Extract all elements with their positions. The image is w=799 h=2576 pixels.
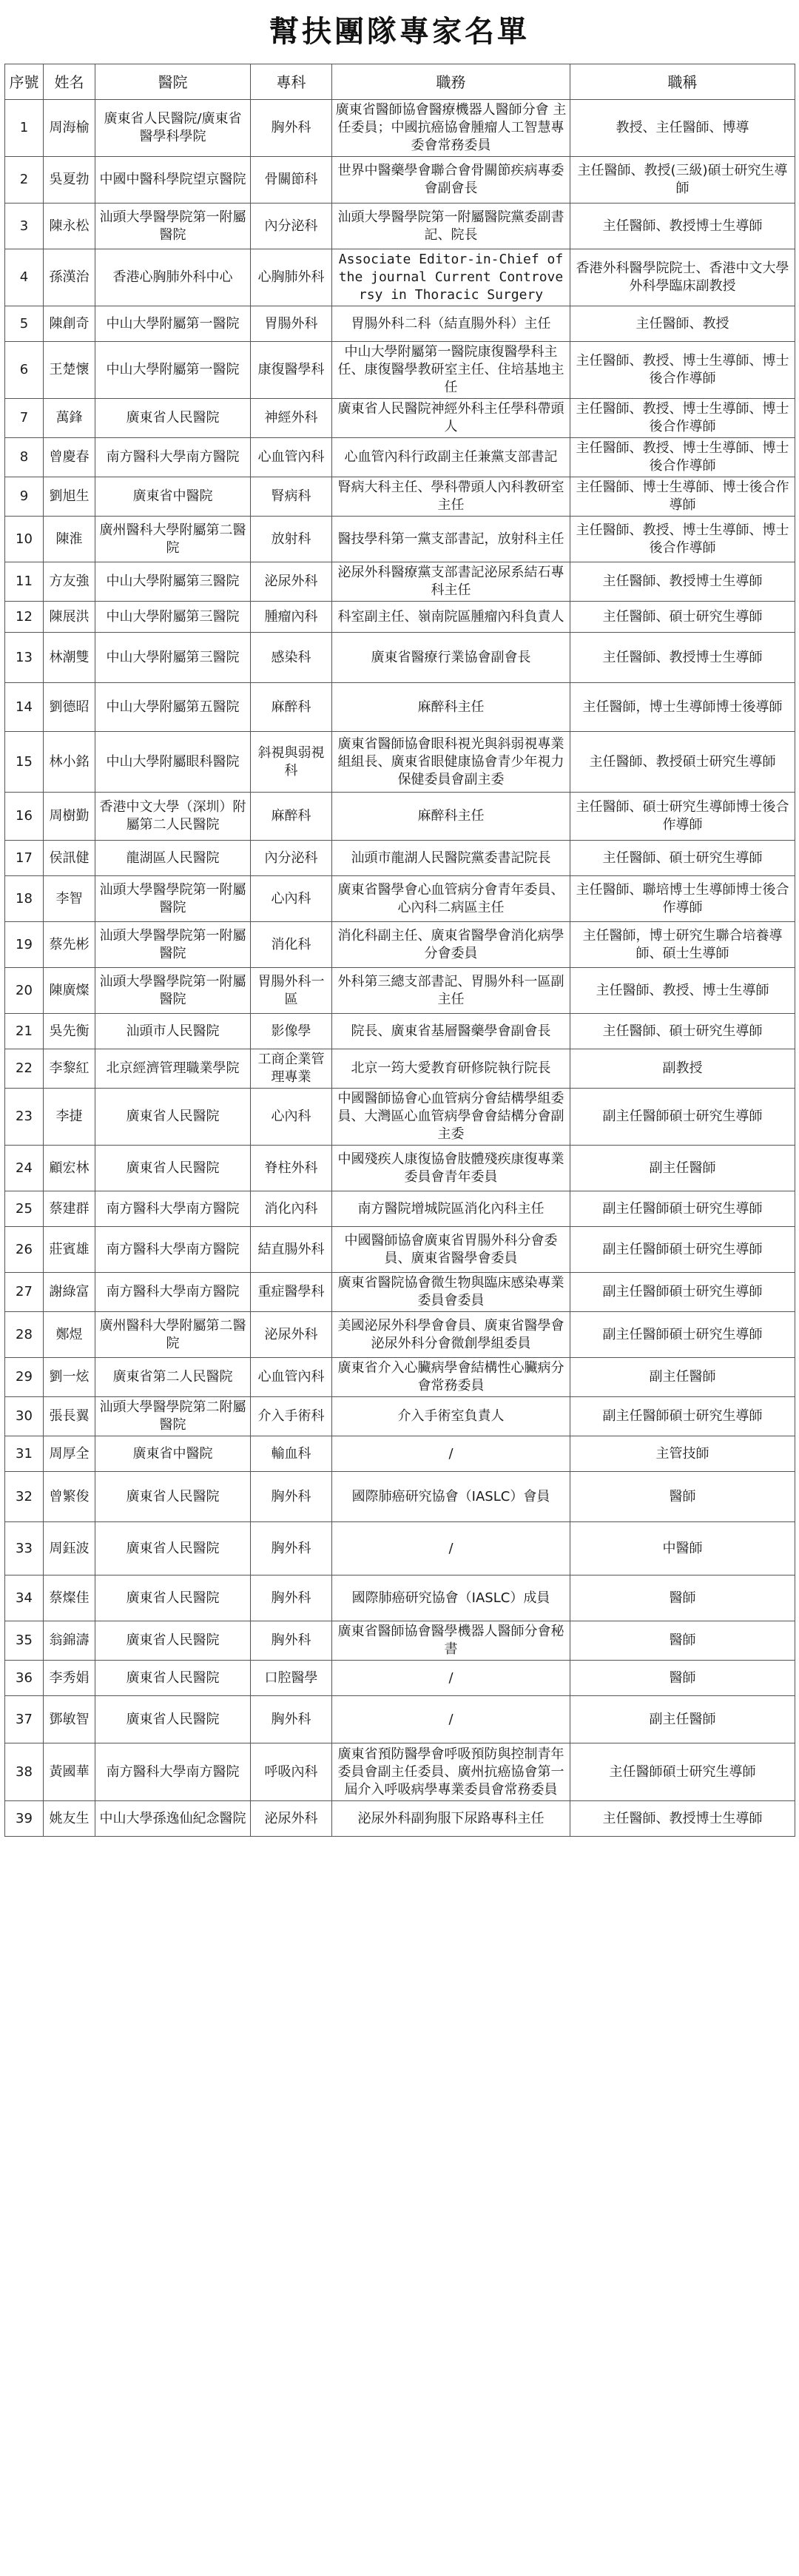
cell-role: 中國醫師協會廣東省胃腸外科分會委員、廣東省醫學會委員 bbox=[332, 1227, 570, 1273]
cell-title: 副主任醫師碩士研究生導師 bbox=[570, 1312, 795, 1358]
table-row bbox=[5, 1801, 795, 1837]
table-row bbox=[5, 1273, 795, 1312]
cell-department: 泌尿外科 bbox=[251, 562, 332, 602]
cell-role: 中國醫師協會心血管病分會結構學組委員、大灣區心血管病學會會結構分會副主委 bbox=[332, 1089, 570, 1146]
cell-no: 26 bbox=[5, 1227, 44, 1273]
cell-name: 陳創奇 bbox=[44, 306, 95, 342]
cell-role: 麻醉科主任 bbox=[332, 793, 570, 841]
cell-no: 29 bbox=[5, 1358, 44, 1397]
cell-name: 陳展洪 bbox=[44, 602, 95, 633]
cell-title: 副主任醫師碩士研究生導師 bbox=[570, 1397, 795, 1436]
cell-no: 23 bbox=[5, 1089, 44, 1146]
cell-no: 9 bbox=[5, 477, 44, 517]
cell-name: 李秀娟 bbox=[44, 1661, 95, 1696]
cell-hospital: 廣東省人民醫院 bbox=[95, 1575, 251, 1621]
table-row bbox=[5, 249, 795, 306]
cell-no: 20 bbox=[5, 968, 44, 1014]
cell-name: 張長翼 bbox=[44, 1397, 95, 1436]
table-row bbox=[5, 1743, 795, 1801]
table-row bbox=[5, 1049, 795, 1089]
cell-no: 22 bbox=[5, 1049, 44, 1089]
cell-hospital: 中山大學附屬第三醫院 bbox=[95, 602, 251, 633]
cell-title: 主任醫師、教授、博士生導師 bbox=[570, 968, 795, 1014]
cell-no: 5 bbox=[5, 306, 44, 342]
table-row bbox=[5, 732, 795, 793]
cell-role: 腎病大科主任、學科帶頭人內科教研室主任 bbox=[332, 477, 570, 517]
cell-name: 周海榆 bbox=[44, 100, 95, 157]
cell-department: 胃腸外科一區 bbox=[251, 968, 332, 1014]
cell-hospital: 廣東省人民醫院 bbox=[95, 1146, 251, 1191]
cell-hospital: 廣東省人民醫院 bbox=[95, 1089, 251, 1146]
cell-name: 林潮雙 bbox=[44, 633, 95, 683]
cell-role: 汕頭市龍湖人民醫院黨委書記院長 bbox=[332, 841, 570, 876]
cell-name: 孫漢治 bbox=[44, 249, 95, 306]
cell-department: 麻醉科 bbox=[251, 793, 332, 841]
cell-no: 16 bbox=[5, 793, 44, 841]
cell-hospital: 廣東省人民醫院 bbox=[95, 399, 251, 438]
header-department: 專科 bbox=[251, 64, 332, 100]
table-row bbox=[5, 1191, 795, 1227]
cell-no: 37 bbox=[5, 1696, 44, 1743]
table-row bbox=[5, 306, 795, 342]
cell-hospital: 中山大學附屬第一醫院 bbox=[95, 306, 251, 342]
cell-hospital: 中山大學附屬第五醫院 bbox=[95, 683, 251, 732]
table-row bbox=[5, 1436, 795, 1472]
table-row bbox=[5, 1358, 795, 1397]
cell-name: 劉一炫 bbox=[44, 1358, 95, 1397]
cell-role: 美國泌尿外科學會會員、廣東省醫學會泌尿外科分會微創學組委員 bbox=[332, 1312, 570, 1358]
table-row bbox=[5, 517, 795, 562]
cell-hospital: 廣東省人民醫院 bbox=[95, 1621, 251, 1661]
cell-role: 中山大學附屬第一醫院康復醫學科主任、康復醫學教研室主任、住培基地主任 bbox=[332, 342, 570, 399]
table-row bbox=[5, 1312, 795, 1358]
cell-role: 麻醉科主任 bbox=[332, 683, 570, 732]
cell-department: 胸外科 bbox=[251, 100, 332, 157]
cell-hospital: 廣東省中醫院 bbox=[95, 477, 251, 517]
cell-title: 主任醫師、碩士研究生導師 bbox=[570, 602, 795, 633]
cell-department: 心血管內科 bbox=[251, 438, 332, 477]
cell-department: 口腔醫學 bbox=[251, 1661, 332, 1696]
cell-role: 廣東省醫師協會醫療機器人醫師分會 主任委員；中國抗癌協會腫瘤人工智慧專委會常務委員 bbox=[332, 100, 570, 157]
cell-name: 顧宏林 bbox=[44, 1146, 95, 1191]
cell-department: 麻醉科 bbox=[251, 683, 332, 732]
cell-name: 蔡先彬 bbox=[44, 922, 95, 968]
cell-hospital: 廣州醫科大學附屬第二醫院 bbox=[95, 517, 251, 562]
table-row bbox=[5, 157, 795, 204]
cell-role: 泌尿外科副狗服下尿路專科主任 bbox=[332, 1801, 570, 1837]
cell-name: 周樹勤 bbox=[44, 793, 95, 841]
cell-name: 莊賓雄 bbox=[44, 1227, 95, 1273]
cell-department: 胸外科 bbox=[251, 1575, 332, 1621]
cell-hospital: 汕頭市人民醫院 bbox=[95, 1014, 251, 1049]
cell-role: 中國殘疾人康復協會肢體殘疾康復專業委員會青年委員 bbox=[332, 1146, 570, 1191]
cell-no: 8 bbox=[5, 438, 44, 477]
cell-hospital: 中國中醫科學院望京醫院 bbox=[95, 157, 251, 204]
cell-no: 28 bbox=[5, 1312, 44, 1358]
cell-hospital: 廣東省人民醫院 bbox=[95, 1661, 251, 1696]
cell-department: 斜視與弱視科 bbox=[251, 732, 332, 793]
cell-department: 胸外科 bbox=[251, 1621, 332, 1661]
cell-name: 李黎紅 bbox=[44, 1049, 95, 1089]
table-row bbox=[5, 1397, 795, 1436]
cell-no: 35 bbox=[5, 1621, 44, 1661]
cell-department: 呼吸內科 bbox=[251, 1743, 332, 1801]
cell-no: 3 bbox=[5, 204, 44, 249]
cell-name: 林小銘 bbox=[44, 732, 95, 793]
cell-name: 侯訊健 bbox=[44, 841, 95, 876]
cell-hospital: 廣東省第二人民醫院 bbox=[95, 1358, 251, 1397]
expert-table bbox=[4, 64, 795, 1837]
cell-department: 心血管內科 bbox=[251, 1358, 332, 1397]
cell-department: 重症醫學科 bbox=[251, 1273, 332, 1312]
header-name: 姓名 bbox=[44, 64, 95, 100]
cell-hospital: 中山大學附屬眼科醫院 bbox=[95, 732, 251, 793]
cell-department: 消化科 bbox=[251, 922, 332, 968]
cell-name: 蔡建群 bbox=[44, 1191, 95, 1227]
cell-role: 廣東省醫療行業協會副會長 bbox=[332, 633, 570, 683]
cell-role: 廣東省醫院協會微生物與臨床感染專業委員會委員 bbox=[332, 1273, 570, 1312]
cell-department: 胸外科 bbox=[251, 1696, 332, 1743]
cell-no: 18 bbox=[5, 876, 44, 922]
table-row bbox=[5, 1472, 795, 1522]
cell-department: 介入手術科 bbox=[251, 1397, 332, 1436]
cell-name: 曾繁俊 bbox=[44, 1472, 95, 1522]
cell-title: 醫師 bbox=[570, 1661, 795, 1696]
cell-hospital: 汕頭大學醫學院第一附屬醫院 bbox=[95, 876, 251, 922]
cell-title: 主任醫師、碩士研究生導師 bbox=[570, 841, 795, 876]
cell-title: 主任醫師、聯培博士生導師博士後合作導師 bbox=[570, 876, 795, 922]
cell-title: 副主任醫師 bbox=[570, 1146, 795, 1191]
cell-title: 副主任醫師碩士研究生導師 bbox=[570, 1273, 795, 1312]
cell-no: 13 bbox=[5, 633, 44, 683]
cell-title: 香港外科醫學院院士、香港中文大學外科學臨床副教授 bbox=[570, 249, 795, 306]
cell-role: 廣東省人民醫院神經外科主任學科帶頭人 bbox=[332, 399, 570, 438]
cell-role: 醫技學科第一黨支部書記，放射科主任 bbox=[332, 517, 570, 562]
cell-title: 主任醫師、教授博士生導師 bbox=[570, 633, 795, 683]
cell-hospital: 廣州醫科大學附屬第二醫院 bbox=[95, 1312, 251, 1358]
cell-hospital: 南方醫科大學南方醫院 bbox=[95, 1227, 251, 1273]
cell-role: 廣東省醫師協會醫學機器人醫師分會秘書 bbox=[332, 1621, 570, 1661]
cell-title: 主任醫師，博士研究生聯合培養導師、碩士生導師 bbox=[570, 922, 795, 968]
cell-title: 醫師 bbox=[570, 1575, 795, 1621]
cell-title: 主任醫師、碩士研究生導師 bbox=[570, 1014, 795, 1049]
cell-no: 6 bbox=[5, 342, 44, 399]
cell-role: / bbox=[332, 1522, 570, 1575]
table-row bbox=[5, 1621, 795, 1661]
cell-role: / bbox=[332, 1696, 570, 1743]
table-row bbox=[5, 1522, 795, 1575]
cell-role: 廣東省預防醫學會呼吸預防與控制青年委員會副主任委員、廣州抗癌協會第一屆介入呼吸病學專業委員會常務委員 bbox=[332, 1743, 570, 1801]
cell-name: 陳淮 bbox=[44, 517, 95, 562]
cell-no: 2 bbox=[5, 157, 44, 204]
cell-hospital: 廣東省人民醫院 bbox=[95, 1696, 251, 1743]
cell-role: 廣東省醫學會心血管病分會青年委員、心內科二病區主任 bbox=[332, 876, 570, 922]
cell-no: 33 bbox=[5, 1522, 44, 1575]
cell-department: 腫瘤內科 bbox=[251, 602, 332, 633]
header-hospital: 醫院 bbox=[95, 64, 251, 100]
cell-role: / bbox=[332, 1436, 570, 1472]
cell-department: 心胸肺外科 bbox=[251, 249, 332, 306]
cell-name: 劉旭生 bbox=[44, 477, 95, 517]
cell-title: 教授、主任醫師、博導 bbox=[570, 100, 795, 157]
cell-department: 胸外科 bbox=[251, 1522, 332, 1575]
cell-role: Associate Editor-in-Chief of the journal Current Controversy in Thoracic Surgery bbox=[332, 249, 570, 306]
cell-role: 消化科副主任、廣東省醫學會消化病學分會委員 bbox=[332, 922, 570, 968]
cell-role: 胃腸外科二科（結直腸外科）主任 bbox=[332, 306, 570, 342]
cell-role: 南方醫院增城院區消化內科主任 bbox=[332, 1191, 570, 1227]
cell-title: 主任醫師、教授博士生導師 bbox=[570, 562, 795, 602]
cell-title: 主任醫師、博士生導師、博士後合作導師 bbox=[570, 477, 795, 517]
table-row bbox=[5, 204, 795, 249]
cell-name: 方友強 bbox=[44, 562, 95, 602]
cell-department: 消化內科 bbox=[251, 1191, 332, 1227]
cell-no: 11 bbox=[5, 562, 44, 602]
cell-name: 謝綠富 bbox=[44, 1273, 95, 1312]
cell-department: 影像學 bbox=[251, 1014, 332, 1049]
table-row bbox=[5, 342, 795, 399]
header-role: 職務 bbox=[332, 64, 570, 100]
cell-department: 心內科 bbox=[251, 1089, 332, 1146]
cell-name: 劉德昭 bbox=[44, 683, 95, 732]
cell-hospital: 香港心胸肺外科中心 bbox=[95, 249, 251, 306]
cell-department: 內分泌科 bbox=[251, 841, 332, 876]
table-row bbox=[5, 100, 795, 157]
cell-hospital: 汕頭大學醫學院第二附屬醫院 bbox=[95, 1397, 251, 1436]
cell-department: 輸血科 bbox=[251, 1436, 332, 1472]
table-row bbox=[5, 562, 795, 602]
cell-hospital: 南方醫科大學南方醫院 bbox=[95, 1743, 251, 1801]
cell-no: 15 bbox=[5, 732, 44, 793]
cell-no: 24 bbox=[5, 1146, 44, 1191]
cell-name: 翁錦濤 bbox=[44, 1621, 95, 1661]
cell-hospital: 龍湖區人民醫院 bbox=[95, 841, 251, 876]
cell-title: 主任醫師、教授博士生導師 bbox=[570, 204, 795, 249]
table-row bbox=[5, 1661, 795, 1696]
cell-title: 副主任醫師碩士研究生導師 bbox=[570, 1089, 795, 1146]
table-row bbox=[5, 968, 795, 1014]
table-row bbox=[5, 1089, 795, 1146]
cell-no: 7 bbox=[5, 399, 44, 438]
cell-name: 王楚懷 bbox=[44, 342, 95, 399]
cell-title: 主任醫師、教授碩士研究生導師 bbox=[570, 732, 795, 793]
cell-name: 吳夏勃 bbox=[44, 157, 95, 204]
cell-no: 34 bbox=[5, 1575, 44, 1621]
cell-department: 結直腸外科 bbox=[251, 1227, 332, 1273]
table-row bbox=[5, 399, 795, 438]
cell-department: 脊柱外科 bbox=[251, 1146, 332, 1191]
cell-role: 外科第三總支部書記、胃腸外科一區副主任 bbox=[332, 968, 570, 1014]
cell-title: 副教授 bbox=[570, 1049, 795, 1089]
cell-department: 放射科 bbox=[251, 517, 332, 562]
cell-name: 萬鋒 bbox=[44, 399, 95, 438]
table-row bbox=[5, 438, 795, 477]
cell-hospital: 北京經濟管理職業學院 bbox=[95, 1049, 251, 1089]
header-title: 職稱 bbox=[570, 64, 795, 100]
cell-name: 姚友生 bbox=[44, 1801, 95, 1837]
cell-role: 科室副主任、嶺南院區腫瘤內科負責人 bbox=[332, 602, 570, 633]
cell-title: 中醫師 bbox=[570, 1522, 795, 1575]
cell-no: 4 bbox=[5, 249, 44, 306]
cell-no: 31 bbox=[5, 1436, 44, 1472]
cell-title: 醫師 bbox=[570, 1621, 795, 1661]
cell-role: 心血管內科行政副主任兼黨支部書記 bbox=[332, 438, 570, 477]
cell-no: 19 bbox=[5, 922, 44, 968]
cell-department: 骨關節科 bbox=[251, 157, 332, 204]
cell-title: 醫師 bbox=[570, 1472, 795, 1522]
cell-hospital: 中山大學附屬第三醫院 bbox=[95, 562, 251, 602]
table-row bbox=[5, 633, 795, 683]
cell-role: 泌尿外科醫療黨支部書記泌尿系結石專科主任 bbox=[332, 562, 570, 602]
cell-role: / bbox=[332, 1661, 570, 1696]
cell-hospital: 汕頭大學醫學院第一附屬醫院 bbox=[95, 922, 251, 968]
cell-no: 36 bbox=[5, 1661, 44, 1696]
table-row bbox=[5, 1696, 795, 1743]
cell-hospital: 中山大學孫逸仙紀念醫院 bbox=[95, 1801, 251, 1837]
cell-title: 主任醫師、碩士研究生導師博士後合作導師 bbox=[570, 793, 795, 841]
cell-no: 27 bbox=[5, 1273, 44, 1312]
cell-no: 32 bbox=[5, 1472, 44, 1522]
cell-name: 周厚全 bbox=[44, 1436, 95, 1472]
cell-no: 21 bbox=[5, 1014, 44, 1049]
cell-name: 鄧敏智 bbox=[44, 1696, 95, 1743]
table-row bbox=[5, 876, 795, 922]
table-row bbox=[5, 1014, 795, 1049]
cell-role: 世界中醫藥學會聯合會骨關節疾病專委會副會長 bbox=[332, 157, 570, 204]
cell-name: 黃國華 bbox=[44, 1743, 95, 1801]
table-row bbox=[5, 841, 795, 876]
cell-no: 1 bbox=[5, 100, 44, 157]
cell-name: 陳永松 bbox=[44, 204, 95, 249]
cell-no: 39 bbox=[5, 1801, 44, 1837]
cell-hospital: 廣東省中醫院 bbox=[95, 1436, 251, 1472]
cell-name: 蔡燦佳 bbox=[44, 1575, 95, 1621]
cell-no: 30 bbox=[5, 1397, 44, 1436]
cell-name: 李智 bbox=[44, 876, 95, 922]
cell-hospital: 廣東省人民醫院 bbox=[95, 1522, 251, 1575]
cell-department: 腎病科 bbox=[251, 477, 332, 517]
cell-department: 泌尿外科 bbox=[251, 1312, 332, 1358]
cell-title: 主任醫師碩士研究生導師 bbox=[570, 1743, 795, 1801]
cell-hospital: 中山大學附屬第一醫院 bbox=[95, 342, 251, 399]
table-row bbox=[5, 793, 795, 841]
cell-title: 主任醫師，博士生導師博士後導師 bbox=[570, 683, 795, 732]
cell-hospital: 南方醫科大學南方醫院 bbox=[95, 1191, 251, 1227]
cell-no: 38 bbox=[5, 1743, 44, 1801]
cell-name: 鄭煜 bbox=[44, 1312, 95, 1358]
table-row bbox=[5, 602, 795, 633]
cell-hospital: 中山大學附屬第三醫院 bbox=[95, 633, 251, 683]
cell-department: 工商企業管理專業 bbox=[251, 1049, 332, 1089]
cell-role: 國際肺癌研究協會（IASLC）成員 bbox=[332, 1575, 570, 1621]
cell-role: 北京一筠大愛教育研修院執行院長 bbox=[332, 1049, 570, 1089]
table-row bbox=[5, 1146, 795, 1191]
cell-no: 17 bbox=[5, 841, 44, 876]
cell-title: 主任醫師、教授、博士生導師、博士後合作導師 bbox=[570, 438, 795, 477]
cell-name: 李捷 bbox=[44, 1089, 95, 1146]
cell-hospital: 廣東省人民醫院/廣東省醫學科學院 bbox=[95, 100, 251, 157]
cell-title: 主任醫師、教授 bbox=[570, 306, 795, 342]
cell-name: 陳廣燦 bbox=[44, 968, 95, 1014]
cell-title: 主任醫師、教授、博士生導師、博士後合作導師 bbox=[570, 399, 795, 438]
cell-title: 主任醫師、教授(三級)碩士研究生導師 bbox=[570, 157, 795, 204]
cell-department: 胸外科 bbox=[251, 1472, 332, 1522]
cell-role: 國際肺癌研究協會（IASLC）會員 bbox=[332, 1472, 570, 1522]
header-row bbox=[5, 64, 795, 100]
cell-role: 汕頭大學醫學院第一附屬醫院黨委副書記、院長 bbox=[332, 204, 570, 249]
cell-department: 泌尿外科 bbox=[251, 1801, 332, 1837]
cell-title: 副主任醫師碩士研究生導師 bbox=[570, 1227, 795, 1273]
cell-no: 10 bbox=[5, 517, 44, 562]
cell-department: 感染科 bbox=[251, 633, 332, 683]
cell-name: 曾慶春 bbox=[44, 438, 95, 477]
cell-title: 主任醫師、教授博士生導師 bbox=[570, 1801, 795, 1837]
cell-department: 內分泌科 bbox=[251, 204, 332, 249]
header-no: 序號 bbox=[5, 64, 44, 100]
table-row bbox=[5, 922, 795, 968]
cell-role: 廣東省醫師協會眼科視光與斜弱視專業組組長、廣東省眼健康協會青少年視力保健委員會副主委 bbox=[332, 732, 570, 793]
cell-hospital: 廣東省人民醫院 bbox=[95, 1472, 251, 1522]
cell-role: 廣東省介入心臟病學會結構性心臟病分會常務委員 bbox=[332, 1358, 570, 1397]
cell-title: 副主任醫師 bbox=[570, 1358, 795, 1397]
table-row bbox=[5, 1227, 795, 1273]
cell-no: 25 bbox=[5, 1191, 44, 1227]
cell-department: 神經外科 bbox=[251, 399, 332, 438]
cell-hospital: 南方醫科大學南方醫院 bbox=[95, 438, 251, 477]
cell-department: 胃腸外科 bbox=[251, 306, 332, 342]
cell-hospital: 汕頭大學醫學院第一附屬醫院 bbox=[95, 968, 251, 1014]
cell-hospital: 香港中文大學（深圳）附屬第二人民醫院 bbox=[95, 793, 251, 841]
cell-name: 周鈺波 bbox=[44, 1522, 95, 1575]
table-row bbox=[5, 1575, 795, 1621]
table-row bbox=[5, 683, 795, 732]
cell-hospital: 南方醫科大學南方醫院 bbox=[95, 1273, 251, 1312]
cell-hospital: 汕頭大學醫學院第一附屬醫院 bbox=[95, 204, 251, 249]
cell-title: 副主任醫師碩士研究生導師 bbox=[570, 1191, 795, 1227]
cell-title: 主任醫師、教授、博士生導師、博士後合作導師 bbox=[570, 517, 795, 562]
cell-role: 介入手術室負責人 bbox=[332, 1397, 570, 1436]
cell-title: 主管技師 bbox=[570, 1436, 795, 1472]
cell-title: 主任醫師、教授、博士生導師、博士後合作導師 bbox=[570, 342, 795, 399]
cell-title: 副主任醫師 bbox=[570, 1696, 795, 1743]
cell-name: 吳先衡 bbox=[44, 1014, 95, 1049]
cell-department: 心內科 bbox=[251, 876, 332, 922]
document-title: 幫扶團隊專家名單 bbox=[269, 14, 530, 49]
cell-no: 14 bbox=[5, 683, 44, 732]
cell-role: 院長、廣東省基層醫藥學會副會長 bbox=[332, 1014, 570, 1049]
cell-department: 康復醫學科 bbox=[251, 342, 332, 399]
cell-no: 12 bbox=[5, 602, 44, 633]
table-row bbox=[5, 477, 795, 517]
